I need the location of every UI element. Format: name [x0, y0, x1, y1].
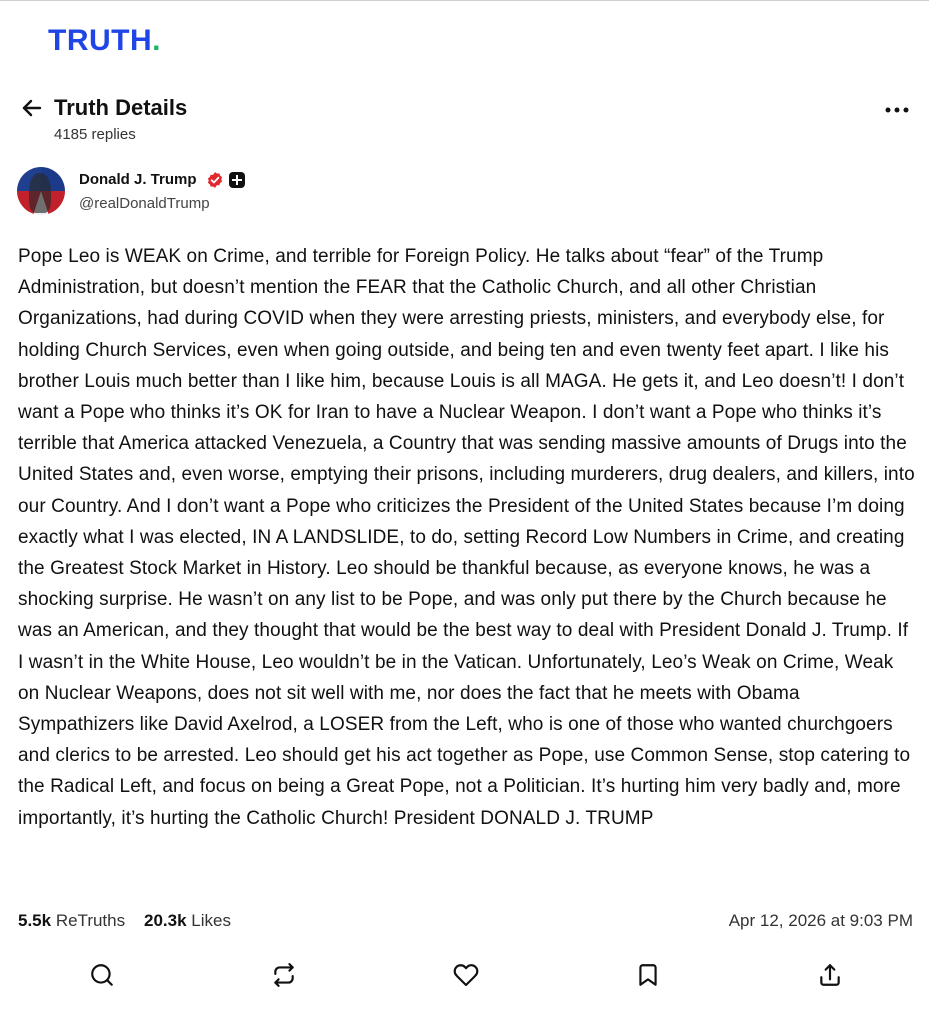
post-text: Pope Leo is WEAK on Crime, and terrible for Foreign Policy. He talks about “fear” of the Trump Administration, but doesn’t mention the FEAR that the Catholic Church, and all other Christian Organizations, had during COVID when they were arresting priests, ministers, and everybody else, for holding Church Services, even when going outside, and being ten and even twenty feet apart. I like his brother Louis much better than I like him, because Louis is all MAGA. He gets it, and Leo doesn’t! I don’t want a Pope who thinks it’s OK for Iran to have a Nuclear Weapon. I don’t want a Pope who thinks it’s terrible that America attacked Venezuela, a Country that was sending massive amounts of Drugs into the United States and, even worse, emptying their prisons, including murderers, drug dealers, and killers, into our Country. And I don’t want a Pope who criticizes the President of the United States because I’m doing exactly what I was elected, IN A LANDSLIDE, to do, setting Record Low Numbers in Crime, and creating the Greatest Stock Market in History. Leo should be thankful because, as everyone knows, he was a shocking surprise. He wasn’t on any list to be Pope, and was only put there by the Church because he was an American, and they thought that would be the best way to deal with President Donald J. Trump. If I wasn’t in the White House, Leo wouldn’t be in the Vatican. Unfortunately, Leo’s Weak on Crime, Weak on Nuclear Weapons, does not sit well with me, nor does the fact that he meets with Obama Sympathizers like David Axelrod, a LOSER from the Left, who is one of those who wanted churchgoers and clerics to be arrested. Leo should get his act together as Pope, use Common Sense, stop catering to the Radical Left, and focus on being a Great Pope, not a Politician. It’s hurting him very badly and, more importantly, it’s hurting the Catholic Church! President DONALD J. TRUMP [18, 246, 915, 829]
like-button[interactable] [453, 962, 479, 988]
retruths-count: 5.5k [18, 911, 52, 930]
retruths-label: ReTruths [55, 911, 126, 930]
bookmark-icon [635, 962, 661, 988]
share-icon [817, 962, 843, 988]
post-timestamp: Apr 12, 2026 at 9:03 PM [728, 911, 913, 930]
likes-stat[interactable] [144, 911, 231, 930]
retruths-stat[interactable] [18, 911, 125, 930]
reply-button[interactable] [89, 962, 115, 988]
verified-badge-icon [206, 171, 224, 189]
retruth-icon [271, 962, 297, 988]
author-name[interactable]: Donald J. Trump [79, 171, 197, 188]
plus-badge-icon [229, 172, 245, 188]
like-icon [453, 962, 479, 988]
page-title: Truth Details [54, 95, 188, 120]
likes-count: 20.3k [144, 911, 187, 930]
reply-icon [89, 962, 115, 988]
arrow-left-icon [20, 96, 44, 120]
truth-logo[interactable]: TRUTH. [48, 24, 161, 57]
engagement-stats [18, 911, 231, 931]
likes-label: Likes [191, 911, 231, 930]
replies-count: 4185 replies [54, 126, 136, 143]
more-horizontal-icon [884, 100, 910, 120]
avatar[interactable] [17, 167, 65, 215]
retruth-button[interactable] [271, 962, 297, 988]
top-divider [0, 0, 929, 5]
more-options-button[interactable] [884, 100, 910, 120]
author-handle[interactable]: @realDonaldTrump [79, 195, 210, 212]
bookmark-button[interactable] [635, 962, 661, 988]
back-button[interactable] [20, 96, 44, 120]
share-button[interactable] [817, 962, 843, 988]
